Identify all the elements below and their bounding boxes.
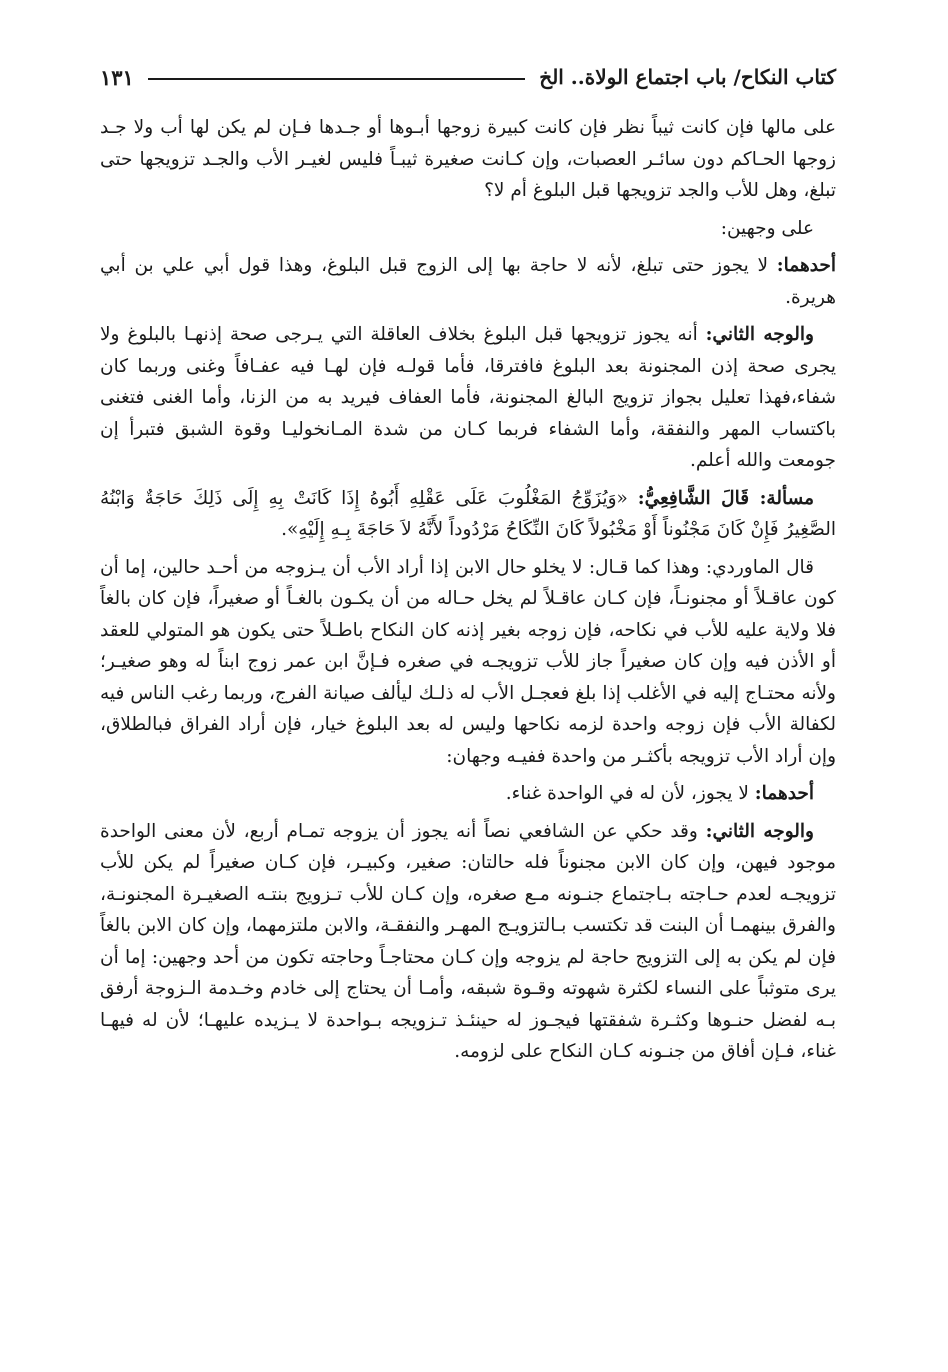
- paragraph-text: على مالها فإن كانت ثيباً نظر فإن كانت كبيرة زوجها أبـوها أو جـدها فـإن لم يكن لها أب ولا جـد زوجها الحـاكم دون سائـر العصبات، وإن كـانت صغيرة ثيبـاً فليس لغيـر الأب والجـد تزويجها حتى تبلغ، وهل للأب والجد تزويجها قبل البلوغ أم لا؟: [100, 117, 836, 201]
- header-rule: [148, 78, 525, 80]
- paragraph: [100, 112, 836, 207]
- paragraph-text: أنه يجوز تزويجها قبل البلوغ بخلاف العاقلة التي يـرجى صحة إذنهـا بالبلوغ ولا يجرى صحة إذن المجنونة بعد البلوغ فافترقا، فأما قولـه فإن لهـا فيه عفـافاً وغنى وربما كان شفاء،فهذا تعليل بجواز تزويج البالغ المجنونة، فأما العفاف فيريد به من الزنا، وأما الغنى فتغنى باكتساب المهر والنفقة، وأما الشفاء فربما كـان من شدة المـانخوليـا وقوة الشبق فتبرأ إن جومعت والله أعلم.: [100, 324, 836, 471]
- paragraph-text: لا يجوز، لأن له في الواحدة غناء.: [505, 783, 755, 804]
- paragraph-text: على وجهين:: [720, 217, 814, 239]
- paragraph-lead: أحدهما:: [776, 255, 836, 276]
- paragraph: [100, 319, 836, 477]
- paragraph-lead: مسألة: قَالَ الشَّافِعِيُّ:: [637, 487, 815, 509]
- paragraph: [100, 778, 836, 810]
- paragraph: [100, 816, 836, 1068]
- quoted-text: «وَيُزَوِّجُ المَغْلُوبَ عَلَى عَقْلِهِ أَبُوهُ إِذَا كَانَتْ بِهِ إِلَى ذَلِكَ حَاجَةٌ وَابْنُهُ الصَّغِيرُ فَإِنْ كَانَ مَجْنُوناً أَوْ مَخْبُولاً كَانَ النِّكَاحُ مَرْدُوداً لأَنَّهُ لاَ حَاجَةَ بِـهِ إِلَيْهِ».: [100, 487, 836, 540]
- paragraph-lead: والوجه الثاني:: [705, 324, 814, 345]
- paragraph-text: لا يجوز حتى تبلغ، لأنه لا حاجة بها إلى الزوج قبل البلوغ، وهذا قول أبي علي بن أبي هريرة.: [100, 255, 836, 308]
- page-body: [100, 112, 836, 1074]
- paragraph-lead: أحدهما:: [754, 783, 814, 804]
- paragraph: [100, 250, 836, 313]
- paragraph: [100, 552, 836, 773]
- paragraph-text: قال الماوردي: وهذا كما قـال: لا يخلو حال الابن إذا أراد الأب أن يـزوجه من أحـد حالين، إما أن كون عاقـلاً أو مجنونـاً، فإن كـان عاقـلاً لم يخل حـاله من أن يكـون بالغـاً أو صغيراً، فإن كان بالغاً فلا ولاية عليه للأب في نكاحه، فإن زوجه بغير إذنه كان النكاح باطـلاً حتى يكون هو المتولي للعقد أو الأذن فيه وإن كان صغيراً جاز للأب تزويجـه في صغره فـإنَّ ابن عمر زوج ابناً له وهو صغيـر؛ ولأنه محتـاج إليه في الأغلب إذا بلغ فعجـل الأب له ذلـك ليألف صيانة الفرج، وربما رغب الناس فيه لكفالة الأب فإن زوجه واحدة لزمه نكاحها وليس له بعد البلوغ خيار، فإن أراد الفراق فبالطلاق، وإن أراد الأب تزويجه بأكثـر من واحدة ففيـه وجهان:: [100, 556, 836, 767]
- masala-paragraph: [100, 483, 836, 546]
- running-header: [100, 60, 836, 94]
- paragraph: [100, 213, 836, 245]
- paragraph-text: وقد حكي عن الشافعي نصاً أنه يجوز أن يزوجه تمـام أربع، لأن معنى الواحدة موجود فيهن، وإن كان الابن مجنوناً فله حالتان: صغير، وكبيـر، فإن كـان صغيراً لم يكن للأب تزويجـه لعدم حـاجته بـاجتماع جنـونه مـع صغره، وإن كـان للأب تـزويج بنتـه الصغيـرة المجنونـة، والفرق بينهمـا أن البنت قد تكتسب بـالتزويـج المهـر والنفقـة، والابن ملتزمهما، وإن كان الابن بالغاً فإن لم يكن به إلى التزويج حاجة لم يزوجه وإن كـان محتاجـاً وحاجته تكون من أحد وجهين: إما أن يرى متوثباً على النساء لكثرة شهوته وقـوة شبقه، وأمـا أن يحتاج إلى خادم وخـدمة الـزوجة أرفق بـه لفضل حنـوها وكثـرة شفقتها فيجـوز له حينئـذ تـزويجه بـواحدة لا يـزيده عليهـا؛ لأن له فيهـا غناء، فـإن أفاق من جنـونه كـان النكاح على لزومه.: [100, 820, 836, 1062]
- paragraph-lead: والوجه الثاني:: [705, 820, 814, 842]
- page-number: ١٣١: [100, 64, 134, 90]
- chapter-title: كتاب النكاح/ باب اجتماع الولاة.. الخ: [539, 65, 836, 89]
